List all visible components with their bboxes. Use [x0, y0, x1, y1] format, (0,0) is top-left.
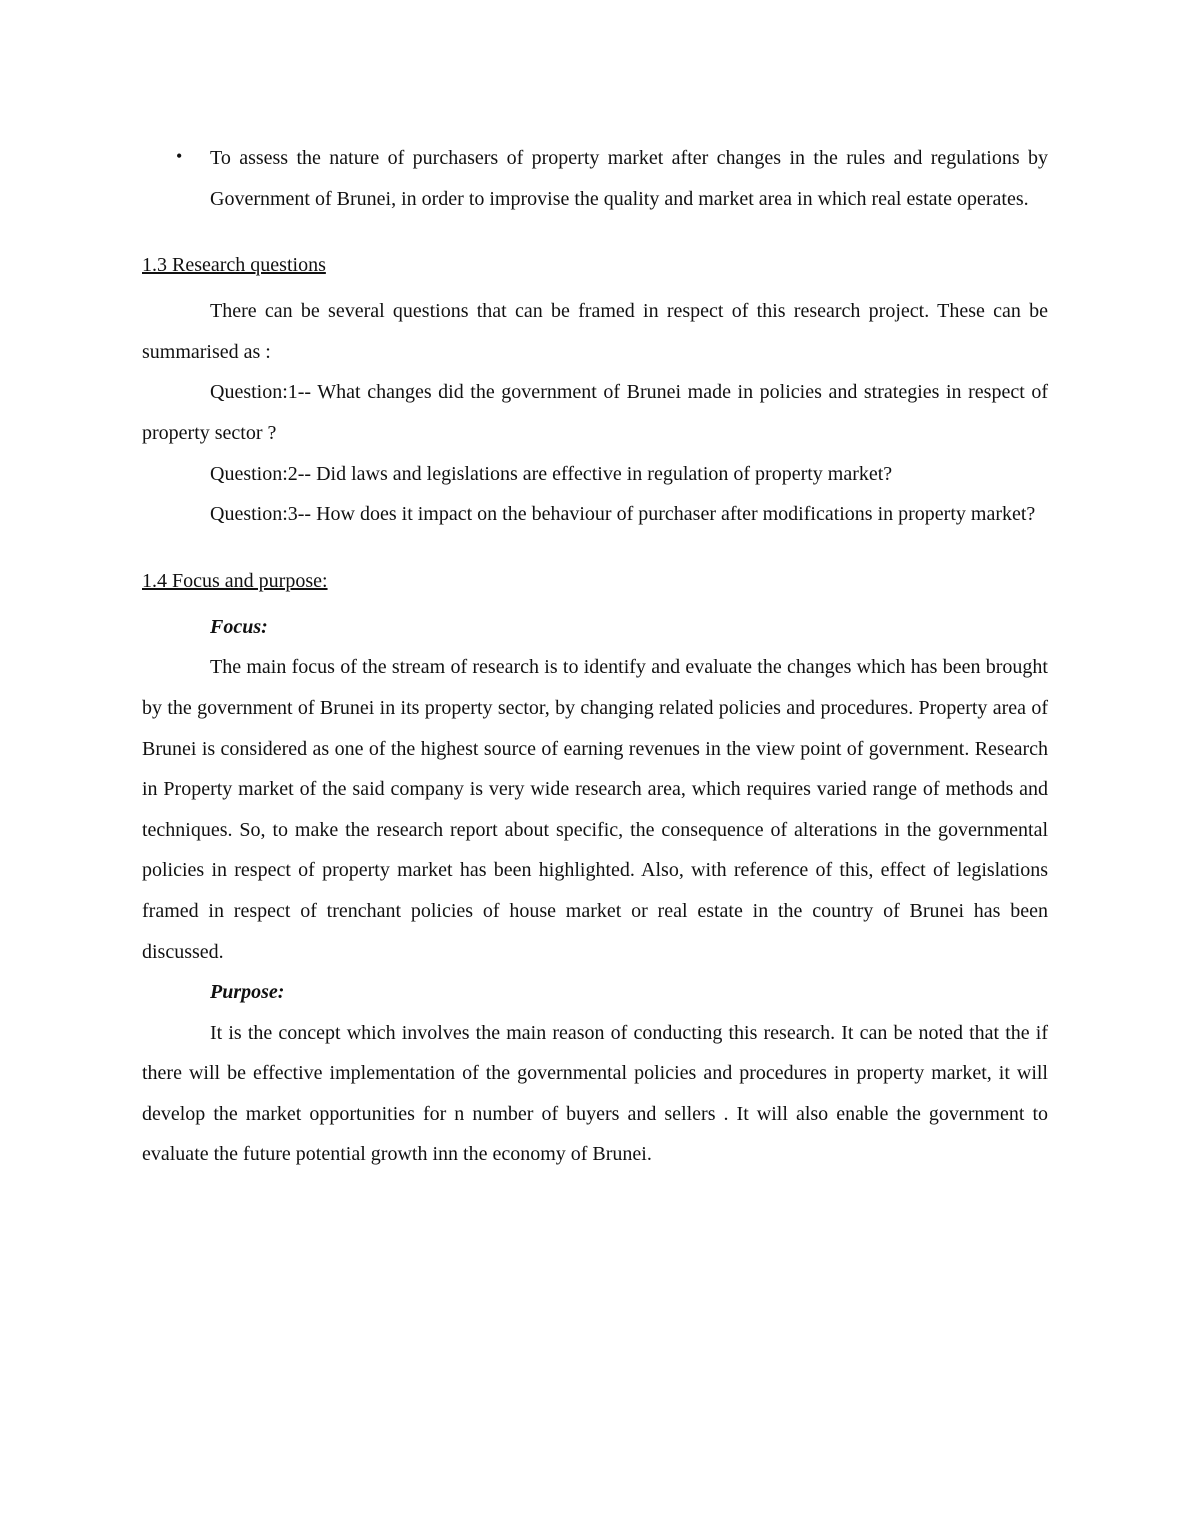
focus-label: Focus: [210, 615, 268, 638]
research-question-2: Question:2-- Did laws and legislations are effective in regulation of property market? [210, 462, 893, 485]
bullet-item-text: To assess the nature of purchasers of property market after changes in the rules and regulations by Government of Brunei, in order to improvise the quality and market area in which real estate operates. [210, 147, 1048, 210]
list-item [176, 138, 1048, 219]
bullet-icon: • [176, 146, 183, 166]
section-heading-research-questions: 1.3 Research questions [142, 254, 326, 277]
section-heading-focus-purpose: 1.4 Focus and purpose: [142, 569, 328, 592]
research-question-1: Question:1-- What changes did the government of Brunei made in policies and strategies in respect of property sector ? [142, 381, 1048, 444]
focus-paragraph: The main focus of the stream of research is to identify and evaluate the changes which has been brought by the government of Brunei in its property sector, by changing related policies and procedures. Property area of Brunei is considered as one of the highest source of earning revenues in the view point of government. Research in Property market of the said company is very wide research area, which requires varied range of methods and techniques. So, to make the research report about specific, the consequence of alterations in the governmental policies in respect of property market has been highlighted. Also, with reference of this, effect of legislations framed in respect of trenchant policies of house market or real estate in the country of Brunei has been discussed. [142, 656, 1048, 963]
research-questions-intro: There can be several questions that can be framed in respect of this research project. These can be summarised as : [142, 300, 1048, 363]
purpose-paragraph: It is the concept which involves the main reason of conducting this research. It can be noted that the if there will be effective implementation of the governmental policies and procedures in property market, it will develop the market opportunities for n number of buyers and sellers . It will also enable the government to evaluate the future potential growth inn the economy of Brunei. [142, 1021, 1048, 1166]
research-question-3: Question:3-- How does it impact on the behaviour of purchaser after modifications in property market? [210, 503, 1036, 526]
purpose-label: Purpose: [210, 981, 285, 1004]
bullet-list [142, 138, 1048, 219]
